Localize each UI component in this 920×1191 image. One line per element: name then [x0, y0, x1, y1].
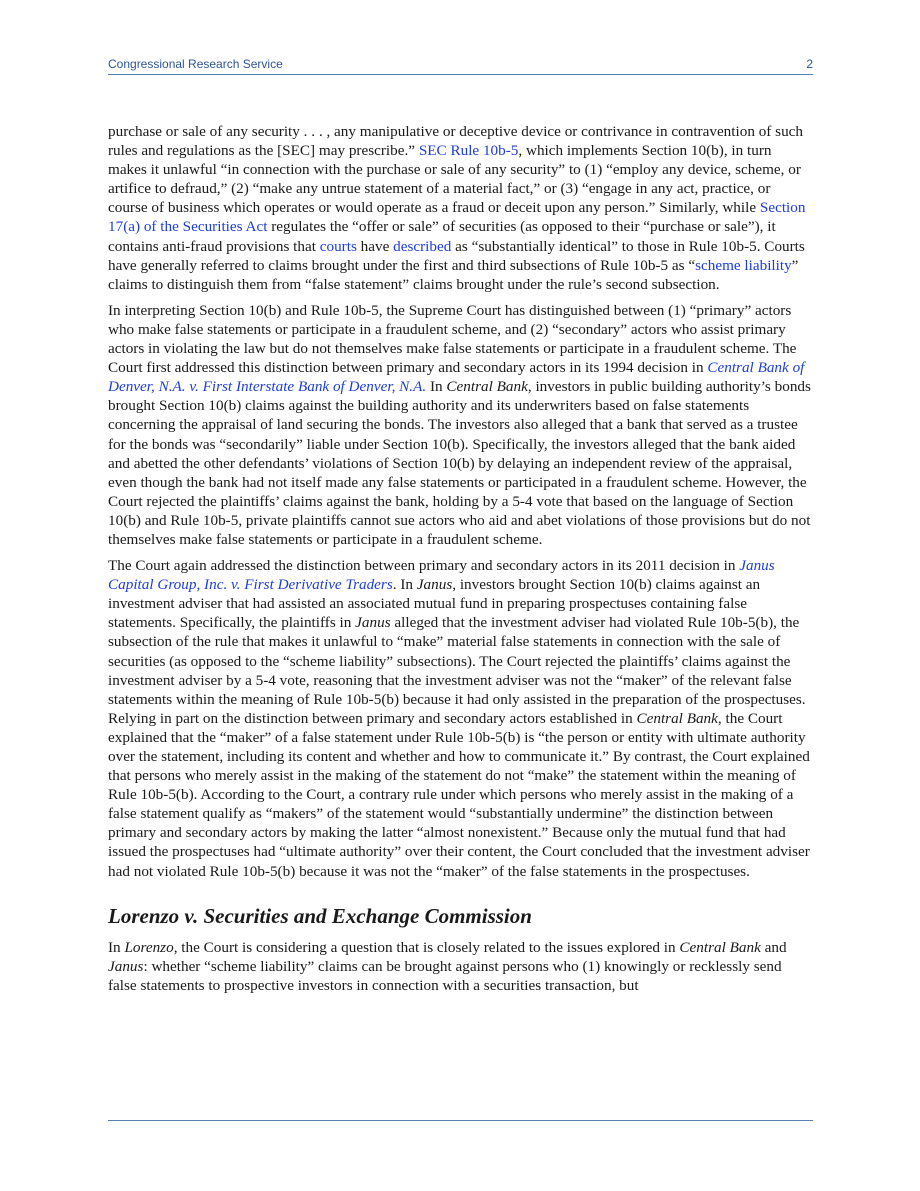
- text-run: , which implements Section 10(b), in turn makes it unlawful “in connection with the purchase or sale of any security” to (1) “employ any device, scheme, or artifice to defraud,” (2) “make any untrue statement of a material fact,” or (3) “engage in any act, practice, or course of business which operates or would operate as a fraud or deceit upon any person.” Similarly, while: [108, 142, 801, 217]
- link-sec-rule-10b5[interactable]: SEC Rule 10b-5: [418, 142, 519, 160]
- case-name-italic: Janus: [416, 576, 453, 594]
- link-scheme-liability[interactable]: scheme liability: [695, 256, 792, 274]
- text-run: have: [356, 237, 394, 255]
- case-name-italic: Janus: [108, 957, 144, 975]
- section-heading-lorenzo: Lorenzo v. Securities and Exchange Commission: [108, 903, 532, 928]
- text-run: purchase or sale of any security . . . , any manipulative or deceptive device or contrivance in contravention of such rules and regulations as the [SEC] may prescribe.”: [108, 123, 803, 160]
- paragraph-lorenzo: [108, 938, 813, 995]
- text-run: , investors in public building authority’s bonds brought Section 10(b) claims against the building authority and its underwriters based on false statements concerning the appraisal of land securing the bonds. The investors also alleged that a bank that served as a trustee for the bonds was “secondarily” liable under Section 10(b). Specifically, the investors alleged that the bank aided and abetted the other defendants’ violations of Section 10(b) by delaying an independent review of the appraisal, even though the bank had not itself made any false statements or participated in a fraudulent scheme. However, the Court rejected the plaintiffs’ claims against the bank, holding by a 5-4 vote that based on the language of Section 10(b) and Rule 10b-5, private plaintiffs cannot sue actors who aid and abet violations of those provisions but do not themselves make false statements or participate in a fraudulent scheme.: [108, 378, 811, 548]
- text-run: regulates the “offer or sale” of securities (as opposed to their “purchase or sale”), it contains anti-fraud provisions that: [108, 218, 776, 255]
- paragraph-janus: [108, 556, 813, 881]
- case-name-italic: Central Bank: [446, 378, 528, 396]
- text-run: , investors brought Section 10(b) claims against an investment adviser that had assisted an associated mutual fund in preparing prospectuses containing false statements. Specifically, the plaintiffs in: [108, 576, 761, 632]
- text-run: and: [760, 938, 787, 956]
- case-name-italic: Central Bank: [679, 938, 761, 956]
- text-run: The Court again addressed the distinction between primary and secondary actors in its 2011 decision in: [108, 557, 740, 575]
- page-header: [108, 57, 813, 75]
- text-run: as “substantially identical” to those in Rule 10b-5. Courts have generally referred to claims brought under the first and third subsections of Rule 10b-5 as “: [108, 237, 805, 274]
- text-run: . In: [392, 576, 417, 594]
- text-run: In: [108, 938, 125, 956]
- paragraph-central-bank: [108, 301, 813, 549]
- link-section-17a[interactable]: Section 17(a) of the Securities Act: [108, 199, 806, 236]
- text-run: ” claims to distinguish them from “false statement” claims brought under the rule’s second subsection.: [108, 256, 799, 293]
- link-janus-case[interactable]: Janus Capital Group, Inc. v. First Derivative Traders: [108, 557, 775, 594]
- header-organization: Congressional Research Service: [108, 57, 283, 71]
- page-number: 2: [806, 57, 813, 71]
- footer-divider: [108, 1120, 813, 1121]
- case-name-italic: Janus: [355, 614, 391, 632]
- text-run: : whether “scheme liability” claims can be brought against persons who (1) knowingly or recklessly send false statements to prospective investors in connection with a securities transaction, but: [108, 957, 782, 994]
- document-body: [108, 122, 813, 1002]
- text-run: , the Court explained that the “maker” of a false statement under Rule 10b-5(b) is “the person or entity with ultimate authority over the statement, including its content and whether and how to communicate it.” By contrast, the Court explained that persons who merely assist in the making of the statement do not “make” the statement within the meaning of Rule 10b-5(b). According to the Court, a contrary rule under which persons who merely assist in the making of a false statement qualify as “makers” of the statement would “substantially undermine” the distinction between primary and secondary actors by making the latter “almost nonexistent.” Because only the mutual fund that had issued the prospectuses had “ultimate authority” over their content, the Court concluded that the investment adviser had not violated Rule 10b-5(b) because it was not the “maker” of the false statements in the prospectuses.: [108, 709, 810, 880]
- text-run: alleged that the investment adviser had violated Rule 10b-5(b), the subsection of the rule that makes it unlawful to “make” material false statements in connection with the sale of securities (as opposed to the “scheme liability” subsections). The Court rejected the plaintiffs’ claims against the investment adviser by a 5-4 vote, reasoning that the investment adviser was not the “maker” of the relevant false statements within the meaning of Rule 10b-5(b) because it had only assisted in the preparation of the prospectuses. Relying in part on the distinction between primary and secondary actors established in: [108, 614, 806, 727]
- text-run: In: [426, 378, 447, 396]
- text-run: In interpreting Section 10(b) and Rule 10b-5, the Supreme Court has distinguished between (1) “primary” actors who make false statements or participate in a fraudulent scheme, and (2) “secondary” actors who assist primary actors in violating the law but do not themselves make false statements or participate in a fraudulent scheme. The Court first addressed this distinction between primary and secondary actors in its 1994 decision in: [108, 301, 797, 377]
- case-name-italic: Lorenzo: [124, 938, 174, 956]
- link-central-bank-case[interactable]: Central Bank of Denver, N.A. v. First Interstate Bank of Denver, N.A.: [108, 359, 805, 396]
- text-run: , the Court is considering a question that is closely related to the issues explored in: [173, 938, 680, 956]
- link-courts[interactable]: courts: [319, 237, 357, 255]
- paragraph-rule-10b5: [108, 122, 813, 294]
- link-described[interactable]: described: [393, 237, 452, 255]
- case-name-italic: Central Bank: [636, 709, 718, 727]
